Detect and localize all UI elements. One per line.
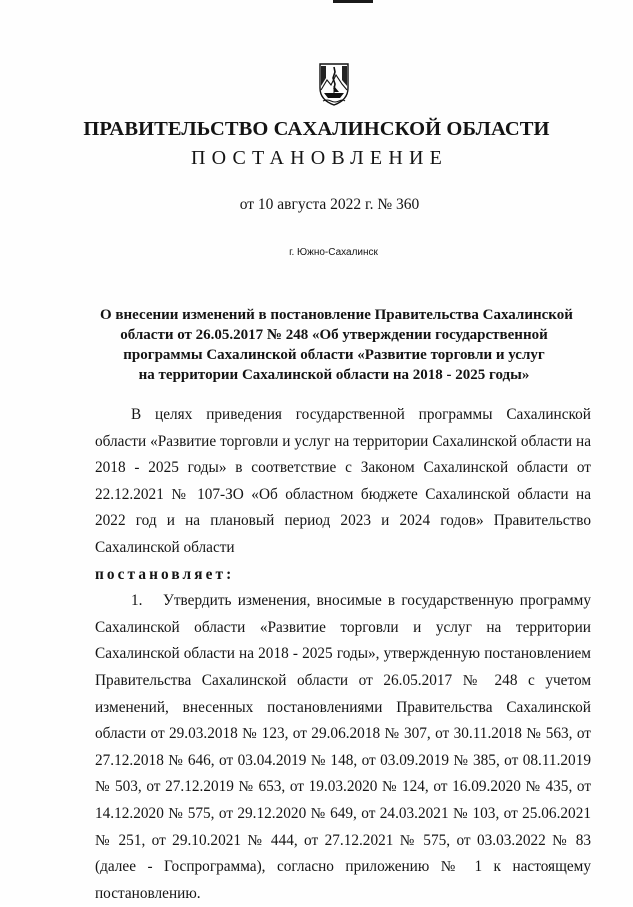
subject-line: О внесении изменений в постановление Правительства Сахалинской [100,307,573,323]
item-text: Утвердить изменения, вносимые в государственную программу Сахалинской области «Развитие торговли и услуг на территории Сахалинской области на 2018 - 2025 годы», утвержденную постановлением Правительства Сахалинской области от 26.05.2017 № 248 с учетом изменений, внесенных постановлениями Правительства Сахалинской области от 29.03.2018 № 123, от 29.06.2018 № 307, от 30.11.2018 № 563, от 27.12.2018 № 646, от 03.04.2019 № 148, от 03.09.2019 № 385, от 08.11.2019 № 503, от 27.12.2019 № 653, от 19.03.2020 № 124, от 16.09.2020 № 435, от 14.12.2020 № 575, от 29.12.2020 № 649, от 24.03.2021 № 103, от 25.06.2021 № 251, от 29.10.2021 № 444, от 27.12.2021 № 575, от 03.03.2022 № 83 (далее - Госпрограмма), согласно приложению № 1 к настоящему постановлению. [95,592,591,902]
subject-line: области от 26.05.2017 № 248 «Об утверждении государственной [120,327,548,343]
preamble-paragraph: В целях приведения государственной программы Сахалинской области «Развитие торговли и услуг на территории Сахалинской области на 2018 - 2025 годы» в соответствие с Законом Сахалинской области от 22.12.2021 № 107-ЗО «Об областном бюджете Сахалинской области на 2022 год и на плановый период 2023 и 2024 годов» Правительство Сахалинской области [95,406,591,556]
document-place: г. Южно-Сахалинск [289,247,378,258]
document-subject [100,305,573,385]
sakhalin-coat-of-arms-icon [318,60,350,106]
document-date-number: от 10 августа 2022 г. № 360 [239,196,420,213]
organization-title: ПРАВИТЕЛЬСТВО САХАЛИНСКОЙ ОБЛАСТИ [83,118,550,140]
document-body [95,402,591,907]
item-number: 1. [131,592,143,610]
document-type: ПОСТАНОВЛЕНИЕ [190,147,449,169]
list-item [95,588,591,907]
action-word: постановляет: [95,565,235,583]
subject-line: на территории Сахалинской области на 2018 - 2025 годы» [138,367,530,383]
scan-artifact [333,0,373,3]
subject-line: программы Сахалинской области «Развитие торговли и услуг [123,347,545,363]
